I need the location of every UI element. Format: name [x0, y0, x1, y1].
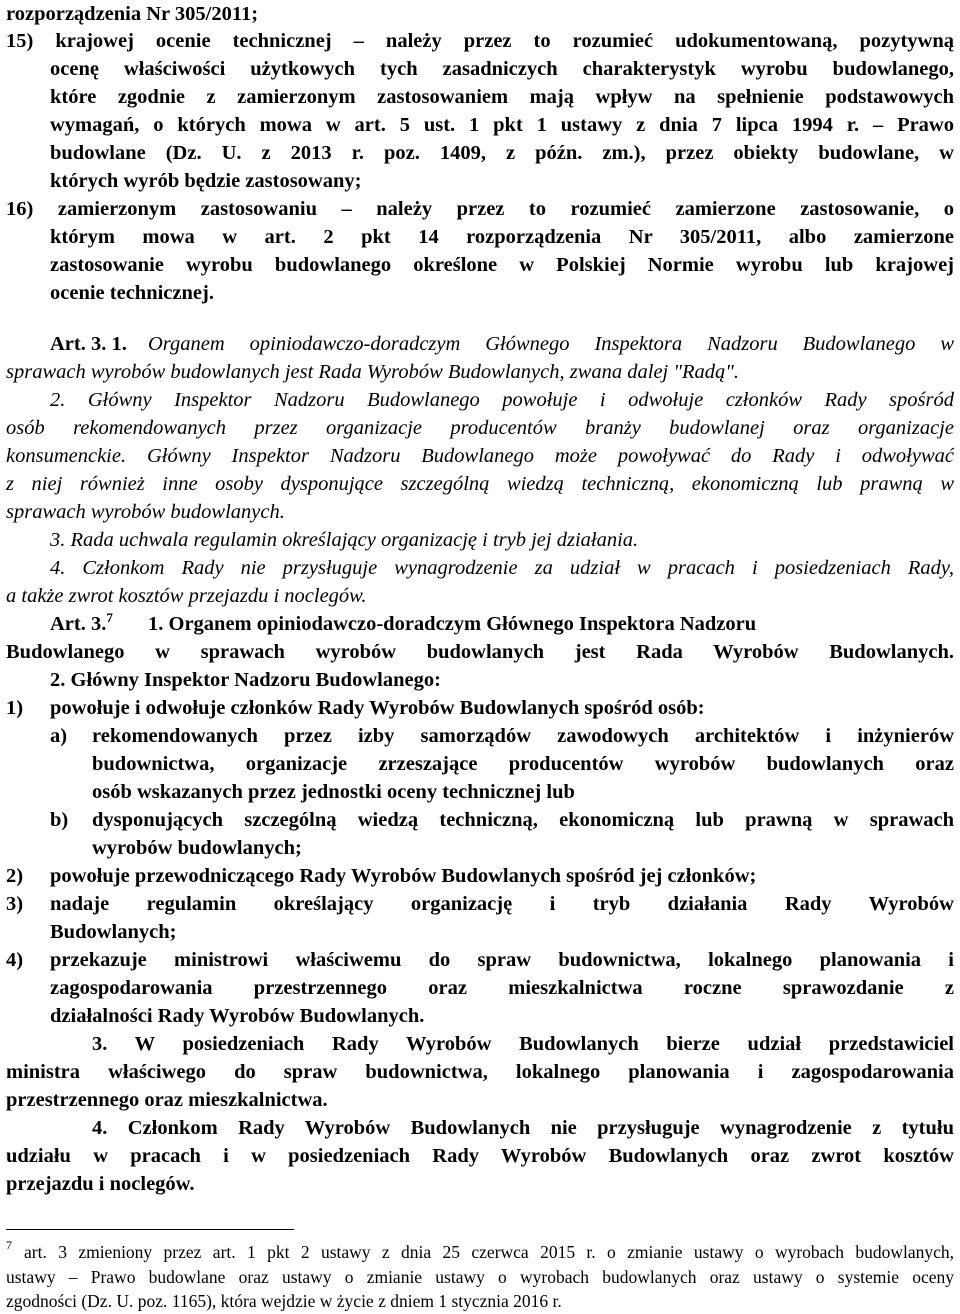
text-line: Budowlanego w sprawach wyrobów budowlanych jest Rada Wyrobów Budowlanych. [6, 641, 954, 663]
list-letter: a) [50, 725, 68, 747]
text-line: 2. Główny Inspektor Nadzoru Budowlanego powołuje i odwołuje członków Rady spośród [50, 389, 954, 411]
footnote-reference: 7 [106, 610, 113, 626]
text-line: wymagań, o których mowa w art. 5 ust. 1 pkt 1 ustawy z dnia 7 lipca 1994 r. – Prawo [50, 114, 954, 136]
text-line: z niej również inne osoby dysponujące szczególną wiedzą techniczną, ekonomiczną lub prawną w [6, 473, 954, 495]
list-number: 2) [6, 865, 24, 887]
text-line: zastosowanie wyrobu budowlanego określone w Polskiej Normie wyrobu lub krajowej [50, 254, 954, 276]
text-line: działalności Rady Wyrobów Budowlanych. [50, 1005, 425, 1027]
text-line: sprawach wyrobów budowlanych jest Rada Wyrobów Budowlanych, zwana dalej "Radą". [6, 361, 739, 383]
footnote-line: ustawy – Prawo budowlane oraz ustawy o zmianie ustawy o wyrobach budowlanych oraz ustawy o systemie oceny [6, 1267, 954, 1287]
text-line: rozporządzenia Nr 305/2011; [6, 3, 259, 25]
text-line: ministra właściwego do spraw budownictwa, lokalnego planowania i zagospodarowania [6, 1061, 954, 1083]
text-line: 2. Główny Inspektor Nadzoru Budowlanego: [50, 669, 441, 691]
text-line: dysponujących szczególną wiedzą techniczną, ekonomiczną lub prawną w sprawach [92, 809, 954, 831]
text-line: konsumenckie. Główny Inspektor Nadzoru Budowlanego może powoływać do Rady i odwoływać [6, 445, 954, 467]
article-heading [50, 610, 113, 638]
list-number: 3) [6, 893, 24, 915]
text-line: 4. Członkom Rady nie przysługuje wynagrodzenie za udział w pracach i posiedzeniach Rady, [50, 557, 954, 579]
footnote-line: zgodności (Dz. U. poz. 1165), która wejdzie w życie z dniem 1 stycznia 2016 r. [6, 1291, 562, 1311]
list-number: 1) [6, 697, 24, 719]
text-line: zagospodarowania przestrzennego oraz mieszkalnictwa roczne sprawozdanie z [50, 977, 954, 999]
footnote-line: art. 3 zmieniony przez art. 1 pkt 2 ustawy z dnia 25 czerwca 2015 r. o zmianie ustawy o wyrobach budowlanych, [24, 1242, 954, 1262]
article-label: Art. 3. [50, 613, 107, 635]
text-line: przestrzennego oraz mieszkalnictwa. [6, 1089, 328, 1111]
text-line: przekazuje ministrowi właściwemu do spraw budownictwa, lokalnego planowania i [50, 949, 954, 971]
text-line: wyrobów budowlanych; [92, 837, 302, 859]
text-line: ocenę właściwości użytkowych tych zasadniczych charakterystyk wyrobu budowlanego, [50, 58, 954, 80]
text-line: Budowlanych; [50, 921, 177, 943]
text-line: budownictwa, organizacje zrzeszające producentów wyrobów budowlanych oraz [92, 753, 954, 775]
text-line: 1. Organem opiniodawczo-doradczym Głównego Inspektora Nadzoru [148, 613, 757, 635]
text-line: które zgodnie z zamierzonym zastosowaniem mają wpływ na spełnienie podstawowych [50, 86, 954, 108]
text-line: rekomendowanych przez izby samorządów zawodowych architektów i inżynierów [92, 725, 954, 747]
text-line: powołuje przewodniczącego Rady Wyrobów Budowlanych spośród jej członków; [50, 865, 757, 887]
text-line: osób rekomendowanych przez organizacje producentów branży budowlanej oraz organizacje [6, 417, 954, 439]
text-line: 15) krajowej ocenie technicznej – należy przez to rozumieć udokumentowaną, pozytywną [6, 30, 954, 52]
text-line: Organem opiniodawczo-doradczym Głównego Inspektora Nadzoru Budowlanego w [148, 333, 954, 355]
text-line: powołuje i odwołuje członków Rady Wyrobów Budowlanych spośród osób: [50, 697, 705, 719]
text-line: osób wskazanych przez jednostki oceny technicznej lub [92, 781, 575, 803]
text-line: którym mowa w art. 2 pkt 14 rozporządzenia Nr 305/2011, albo zamierzone [50, 226, 954, 248]
text-line: przejazdu i noclegów. [6, 1173, 195, 1195]
text-line: 16) zamierzonym zastosowaniu – należy przez to rozumieć zamierzone zastosowanie, o [6, 198, 954, 220]
text-line: 3. W posiedzeniach Rady Wyrobów Budowlanych bierze udział przedstawiciel [92, 1033, 954, 1055]
footnote-marker: 7 [6, 1238, 12, 1253]
footnote-separator [6, 1229, 294, 1230]
text-line: nadaje regulamin określający organizację i tryb działania Rady Wyrobów [50, 893, 954, 915]
text-line: 4. Członkom Rady Wyrobów Budowlanych nie przysługuje wynagrodzenie z tytułu [92, 1117, 954, 1139]
text-line: 3. Rada uchwala regulamin określający organizację i tryb jej działania. [50, 529, 639, 551]
text-line: budowlane (Dz. U. z 2013 r. poz. 1409, z późn. zm.), przez obiekty budowlane, w [50, 142, 954, 164]
article-heading: Art. 3. 1. [50, 333, 127, 355]
text-line: a także zwrot kosztów przejazdu i noclegów. [6, 585, 367, 607]
text-line: udziału w pracach i w posiedzeniach Rady Wyrobów Budowlanych oraz zwrot kosztów [6, 1145, 954, 1167]
list-number: 4) [6, 949, 24, 971]
text-line: ocenie technicznej. [50, 282, 214, 304]
list-letter: b) [50, 809, 69, 831]
text-line: sprawach wyrobów budowlanych. [6, 501, 285, 523]
text-line: których wyrób będzie zastosowany; [50, 170, 362, 192]
